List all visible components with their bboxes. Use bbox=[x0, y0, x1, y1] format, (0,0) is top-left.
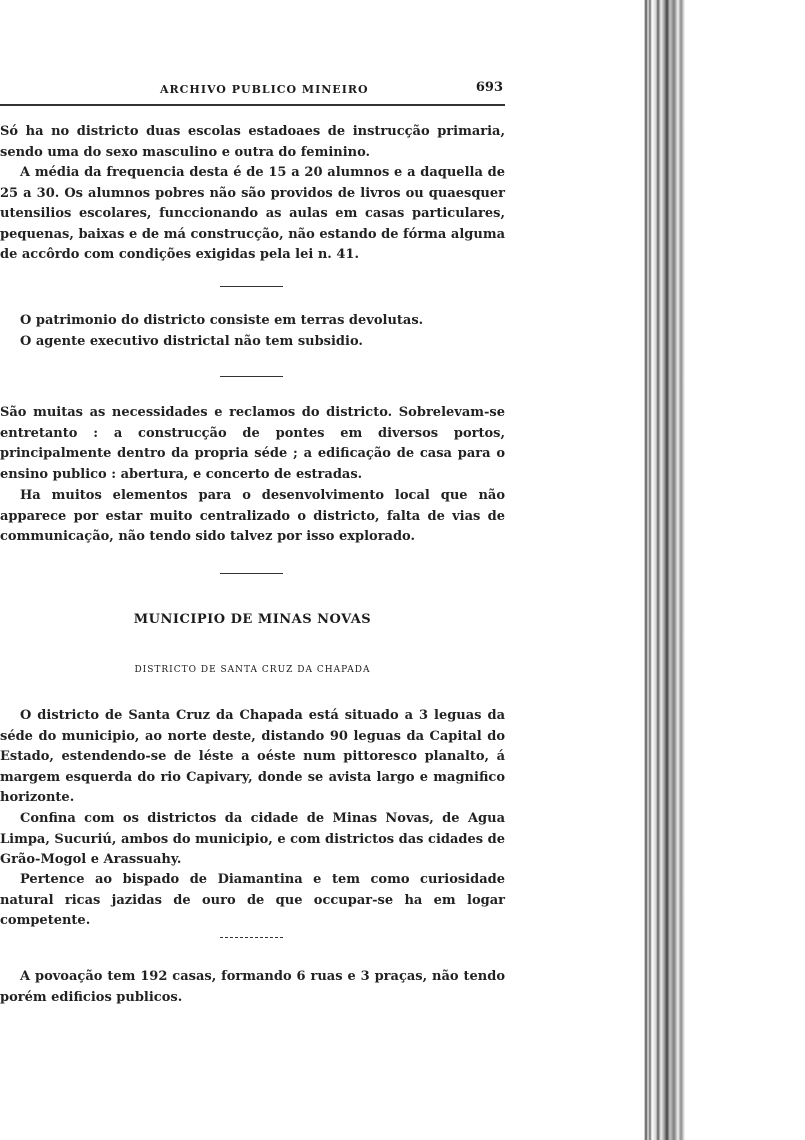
section-divider bbox=[220, 937, 283, 938]
paragraph-development: Ha muitos elementos para o desenvolvimento local que não apparece por estar muito centralizado o districto, falta de vias de communicação, não tendo sido talvez por isso explorado. bbox=[0, 488, 505, 544]
paragraph-borders: Confina com os districtos da cidade de Minas Novas, de Agua Limpa, Sucuriú, ambos do municipio, e com districtos das cidades de Grão-Mogol e Arassuahy. bbox=[0, 811, 505, 867]
section-divider bbox=[220, 376, 283, 377]
paragraph-attendance: A média da frequencia desta é de 15 a 20 alumnos e a daquella de 25 a 30. Os alumnos pobres não são providos de livros ou quaesquer utensilios escolares, funccionando as aulas em casas particulares, pequenas, baixas e de má construcção, não estando de fórma alguma de accôrdo com condições exigidas pela lei n. 41. bbox=[0, 165, 505, 262]
paragraph-location: O districto de Santa Cruz da Chapada está situado a 3 leguas da séde do municipio, ao norte deste, distando 90 leguas da Capital do Estado, estendendo-se de léste a oéste num pittoresco planalto, á margem esquerda do rio Capivary, donde se avista largo e magnifico horizonte. bbox=[0, 708, 505, 805]
section-divider bbox=[220, 286, 283, 287]
district-subheading: DISTRICTO DE SANTA CRUZ DA CHAPADA bbox=[134, 665, 371, 675]
paragraph-schools: Só ha no districto duas escolas estadoaes de instrucção primaria, sendo uma do sexo masculino e outra do feminino. bbox=[0, 124, 505, 160]
paragraph-agent: O agente executivo districtal não tem subsidio. bbox=[20, 334, 363, 349]
header-title: ARCHIVO PUBLICO MINEIRO bbox=[160, 83, 369, 96]
running-header bbox=[0, 80, 505, 106]
page-number: 693 bbox=[475, 80, 503, 95]
municipio-heading: MUNICIPIO DE MINAS NOVAS bbox=[133, 612, 372, 627]
paragraph-needs: São muitas as necessidades e reclamos do districto. Sobrelevam-se entretanto : a construcção de pontes em diversos portos, principalmente dentro da propria séde ; a edificação de casa para o ensino publico : abertura, e concerto de estradas. bbox=[0, 405, 505, 482]
book-spine-edge bbox=[640, 0, 685, 1140]
paragraph-settlement: A povoação tem 192 casas, formando 6 ruas e 3 praças, não tendo porém edificios publicos. bbox=[0, 969, 505, 1005]
paragraph-bishopric: Pertence ao bispado de Diamantina e tem como curiosidade natural ricas jazidas de ouro de que occupar-se ha em logar competente. bbox=[0, 872, 505, 928]
paragraph-patrimony: O patrimonio do districto consiste em terras devolutas. bbox=[20, 313, 424, 328]
section-divider bbox=[220, 573, 283, 574]
